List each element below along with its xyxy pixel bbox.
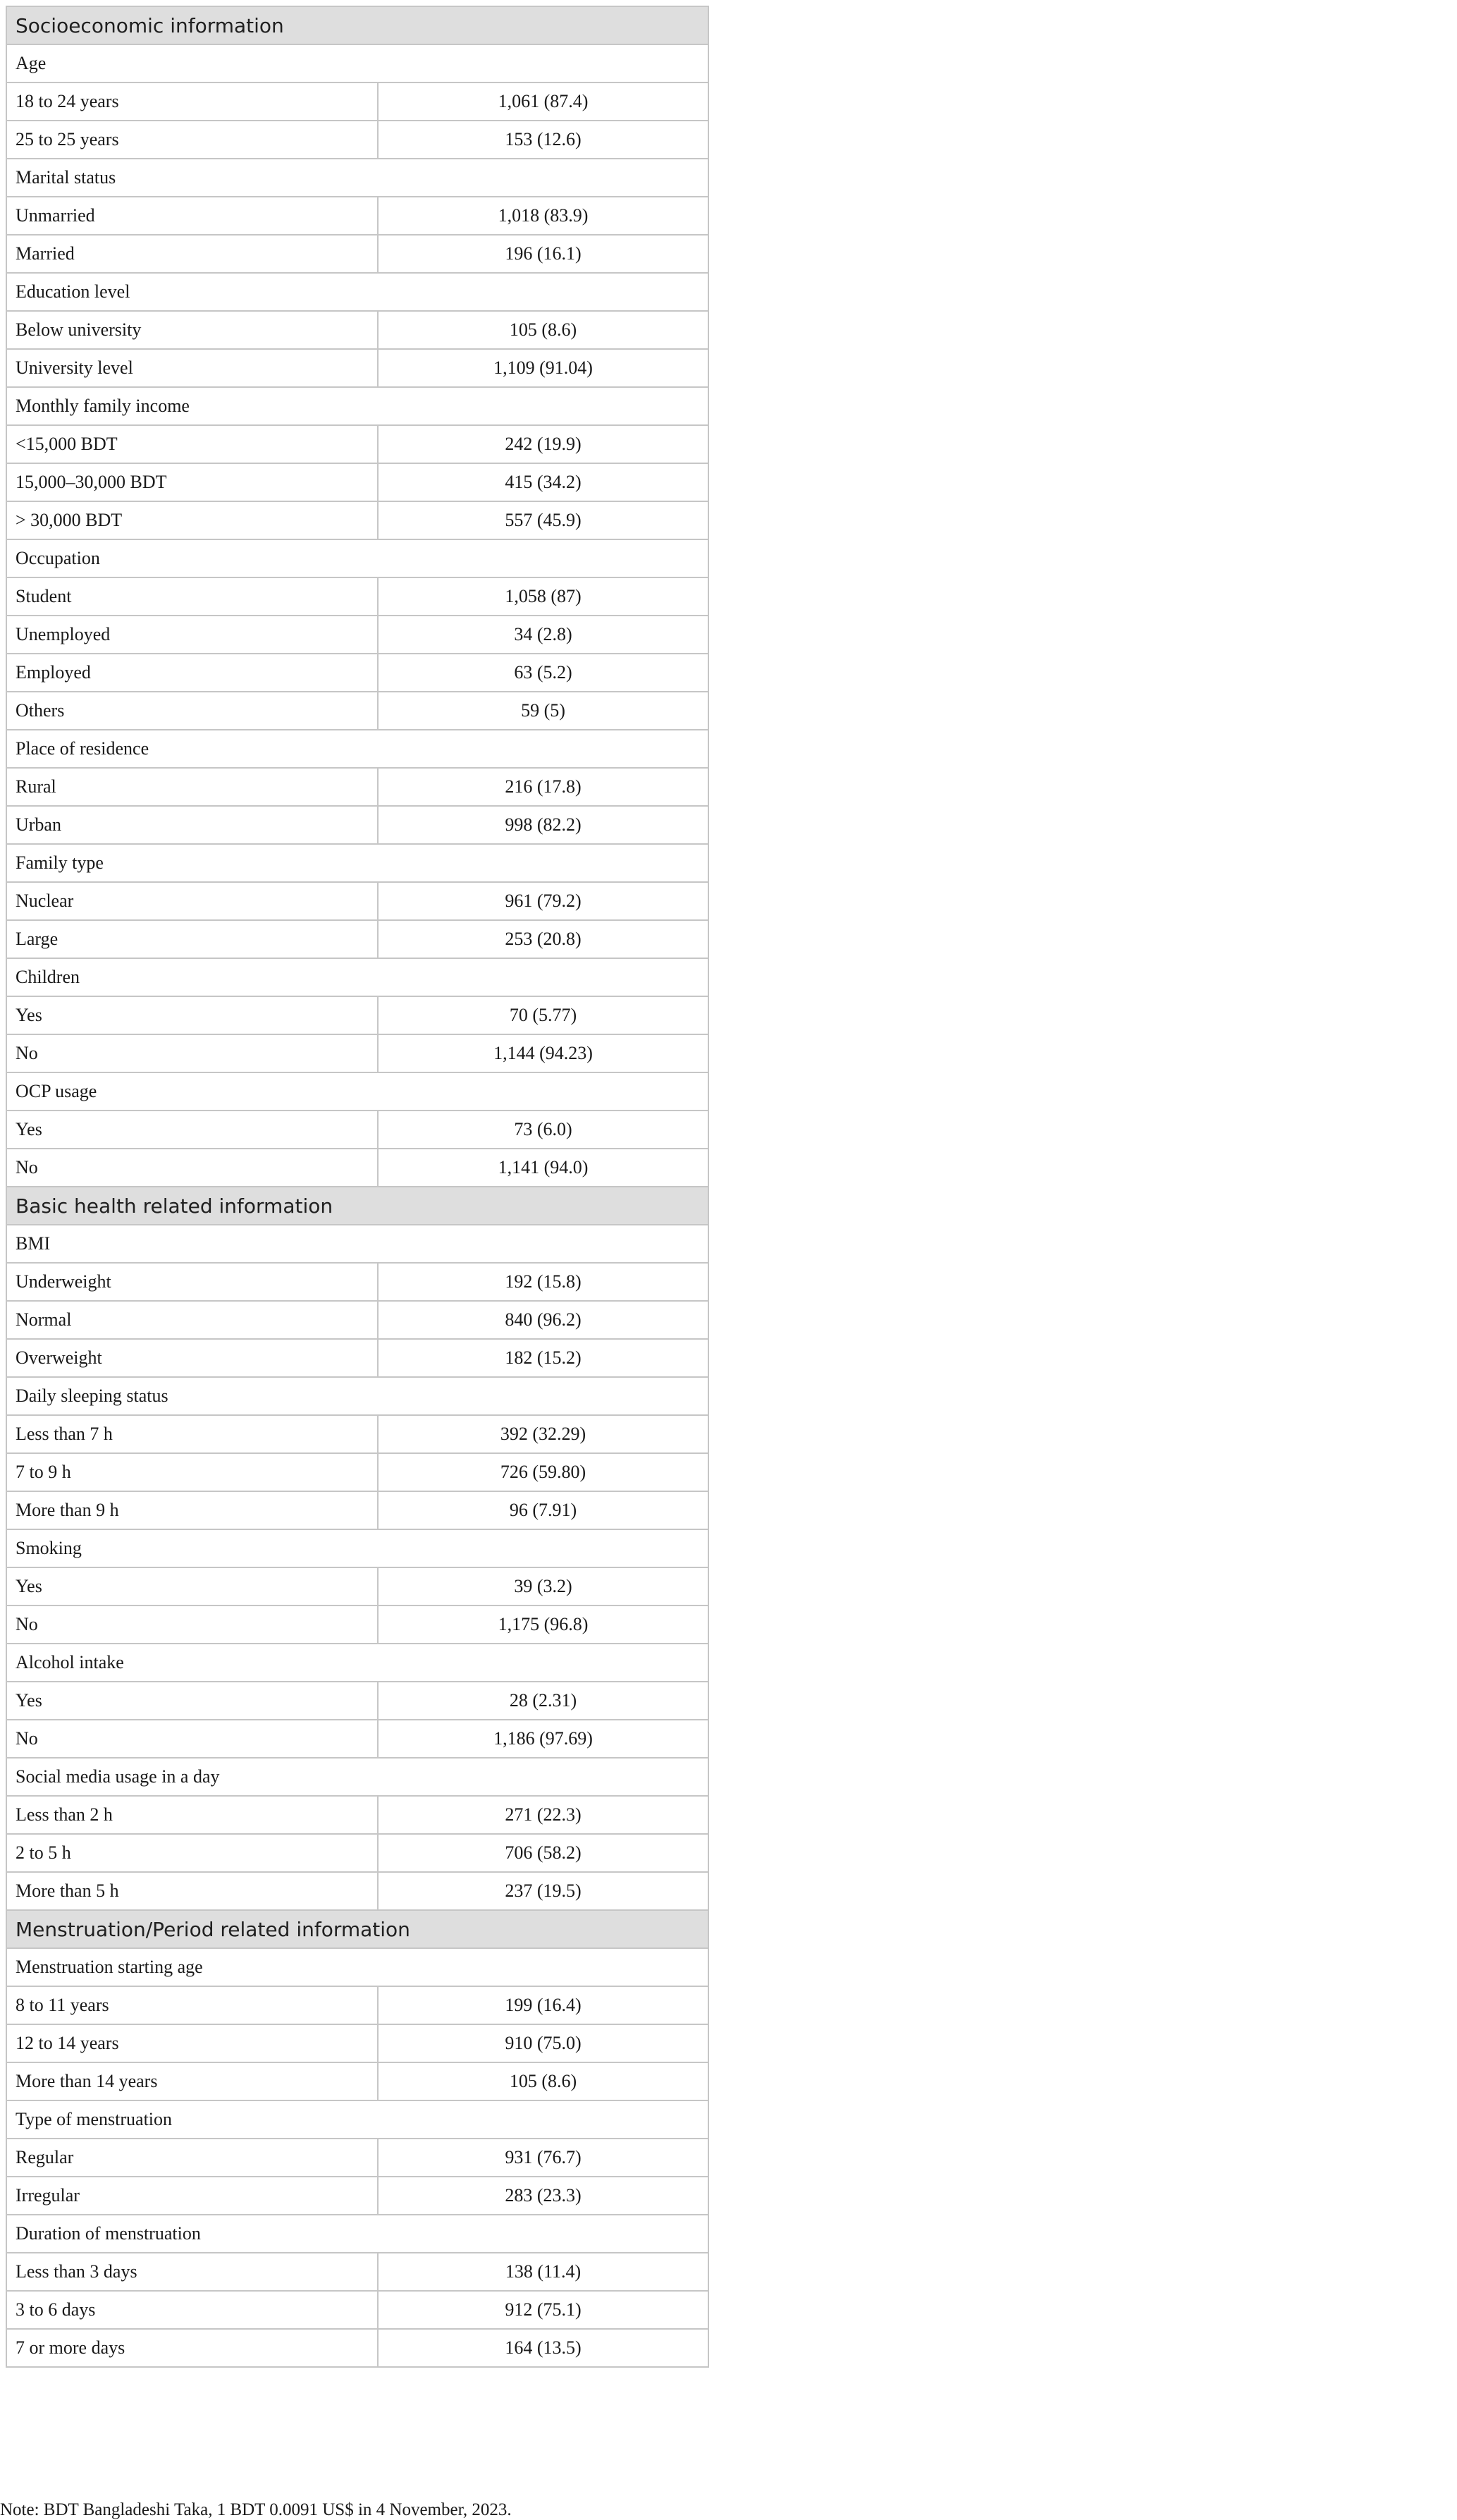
category-cell: Less than 2 h [6, 1796, 378, 1834]
group-label-row [6, 730, 708, 768]
table-row [6, 2177, 708, 2215]
value-cell: 557 (45.9) [378, 501, 708, 539]
table-row [6, 2291, 708, 2329]
group-label: Duration of menstruation [6, 2215, 708, 2253]
value-cell: 237 (19.5) [378, 1872, 708, 1910]
value-cell: 253 (20.8) [378, 920, 708, 958]
category-cell: More than 14 years [6, 2062, 378, 2100]
category-cell: No [6, 1605, 378, 1644]
table-row [6, 768, 708, 806]
section-title: Menstruation/Period related information [6, 1910, 708, 1948]
category-cell: Yes [6, 1111, 378, 1149]
group-label-row [6, 2215, 708, 2253]
category-cell: Less than 3 days [6, 2253, 378, 2291]
value-cell: 196 (16.1) [378, 235, 708, 273]
group-label: Daily sleeping status [6, 1377, 708, 1415]
category-cell: Student [6, 577, 378, 616]
value-cell: 1,018 (83.9) [378, 197, 708, 235]
table-row [6, 920, 708, 958]
group-label: Marital status [6, 159, 708, 197]
group-label-row [6, 44, 708, 82]
group-label-row [6, 1072, 708, 1111]
group-label: Social media usage in a day [6, 1758, 708, 1796]
table-row [6, 1339, 708, 1377]
table-row [6, 1149, 708, 1187]
category-cell: Large [6, 920, 378, 958]
table-row [6, 1263, 708, 1301]
table-row [6, 197, 708, 235]
table-row [6, 1872, 708, 1910]
category-cell: 15,000–30,000 BDT [6, 463, 378, 501]
category-cell: No [6, 1149, 378, 1187]
value-cell: 105 (8.6) [378, 311, 708, 349]
value-cell: 931 (76.7) [378, 2139, 708, 2177]
value-cell: 199 (16.4) [378, 1986, 708, 2024]
value-cell: 164 (13.5) [378, 2329, 708, 2367]
group-label: Smoking [6, 1529, 708, 1567]
category-cell: No [6, 1720, 378, 1758]
category-cell: 7 or more days [6, 2329, 378, 2367]
category-cell: 12 to 14 years [6, 2024, 378, 2062]
category-cell: Rural [6, 768, 378, 806]
value-cell: 182 (15.2) [378, 1339, 708, 1377]
category-cell: Yes [6, 996, 378, 1034]
table-row [6, 692, 708, 730]
value-cell: 998 (82.2) [378, 806, 708, 844]
category-cell: 25 to 25 years [6, 121, 378, 159]
table-row [6, 1415, 708, 1453]
table-row [6, 311, 708, 349]
group-label: Place of residence [6, 730, 708, 768]
value-cell: 1,109 (91.04) [378, 349, 708, 387]
group-label-row [6, 273, 708, 311]
group-label: Monthly family income [6, 387, 708, 425]
table-row [6, 501, 708, 539]
category-cell: > 30,000 BDT [6, 501, 378, 539]
group-label-row [6, 958, 708, 996]
group-label: OCP usage [6, 1072, 708, 1111]
group-label-row [6, 844, 708, 882]
table-row [6, 577, 708, 616]
value-cell: 192 (15.8) [378, 1263, 708, 1301]
group-label: BMI [6, 1225, 708, 1263]
category-cell: Yes [6, 1567, 378, 1605]
section-header-row [6, 6, 708, 44]
table-row [6, 1301, 708, 1339]
table-row [6, 1720, 708, 1758]
category-cell: Less than 7 h [6, 1415, 378, 1453]
value-cell: 961 (79.2) [378, 882, 708, 920]
table-row [6, 2062, 708, 2100]
table-row [6, 2024, 708, 2062]
value-cell: 1,061 (87.4) [378, 82, 708, 121]
group-label-row [6, 1644, 708, 1682]
table-row [6, 1491, 708, 1529]
table-row [6, 1567, 708, 1605]
value-cell: 392 (32.29) [378, 1415, 708, 1453]
value-cell: 138 (11.4) [378, 2253, 708, 2291]
category-cell: 8 to 11 years [6, 1986, 378, 2024]
section-title: Basic health related information [6, 1187, 708, 1225]
category-cell: <15,000 BDT [6, 425, 378, 463]
category-cell: Nuclear [6, 882, 378, 920]
category-cell: Overweight [6, 1339, 378, 1377]
value-cell: 63 (5.2) [378, 654, 708, 692]
table-row [6, 2329, 708, 2367]
category-cell: Employed [6, 654, 378, 692]
category-cell: Below university [6, 311, 378, 349]
group-label-row [6, 1377, 708, 1415]
value-cell: 1,186 (97.69) [378, 1720, 708, 1758]
category-cell: More than 9 h [6, 1491, 378, 1529]
table-row [6, 616, 708, 654]
category-cell: Others [6, 692, 378, 730]
group-label: Occupation [6, 539, 708, 577]
group-label-row [6, 1948, 708, 1986]
value-cell: 840 (96.2) [378, 1301, 708, 1339]
group-label: Alcohol intake [6, 1644, 708, 1682]
table-row [6, 82, 708, 121]
category-cell: More than 5 h [6, 1872, 378, 1910]
value-cell: 28 (2.31) [378, 1682, 708, 1720]
table-row [6, 654, 708, 692]
category-cell: University level [6, 349, 378, 387]
table-row [6, 1034, 708, 1072]
group-label: Menstruation starting age [6, 1948, 708, 1986]
table-row [6, 425, 708, 463]
group-label-row [6, 1758, 708, 1796]
category-cell: Urban [6, 806, 378, 844]
value-cell: 1,141 (94.0) [378, 1149, 708, 1187]
table-row [6, 2253, 708, 2291]
table-row [6, 2139, 708, 2177]
group-label-row [6, 539, 708, 577]
group-label: Children [6, 958, 708, 996]
section-header-row [6, 1910, 708, 1948]
value-cell: 105 (8.6) [378, 2062, 708, 2100]
group-label: Family type [6, 844, 708, 882]
category-cell: Underweight [6, 1263, 378, 1301]
table-row [6, 1453, 708, 1491]
table-row [6, 349, 708, 387]
group-label-row [6, 1225, 708, 1263]
value-cell: 1,058 (87) [378, 577, 708, 616]
data-table [6, 6, 709, 2368]
value-cell: 34 (2.8) [378, 616, 708, 654]
value-cell: 415 (34.2) [378, 463, 708, 501]
value-cell: 1,144 (94.23) [378, 1034, 708, 1072]
value-cell: 96 (7.91) [378, 1491, 708, 1529]
group-label-row [6, 387, 708, 425]
value-cell: 912 (75.1) [378, 2291, 708, 2329]
table-row [6, 882, 708, 920]
value-cell: 726 (59.80) [378, 1453, 708, 1491]
table-row [6, 1682, 708, 1720]
group-label: Age [6, 44, 708, 82]
table-row [6, 1986, 708, 2024]
table-row [6, 1605, 708, 1644]
group-label-row [6, 159, 708, 197]
table-note: Note: BDT Bangladeshi Taka, 1 BDT 0.0091 US$ in 4 November, 2023. [0, 2500, 512, 2519]
category-cell: Normal [6, 1301, 378, 1339]
value-cell: 39 (3.2) [378, 1567, 708, 1605]
value-cell: 283 (23.3) [378, 2177, 708, 2215]
value-cell: 153 (12.6) [378, 121, 708, 159]
category-cell: Yes [6, 1682, 378, 1720]
table-body [6, 6, 708, 2367]
section-header-row [6, 1187, 708, 1225]
group-label-row [6, 1529, 708, 1567]
value-cell: 242 (19.9) [378, 425, 708, 463]
group-label: Type of menstruation [6, 2100, 708, 2139]
table-row [6, 121, 708, 159]
value-cell: 73 (6.0) [378, 1111, 708, 1149]
table-row [6, 463, 708, 501]
category-cell: 18 to 24 years [6, 82, 378, 121]
group-label: Education level [6, 273, 708, 311]
category-cell: Irregular [6, 2177, 378, 2215]
category-cell: Married [6, 235, 378, 273]
table-row [6, 1796, 708, 1834]
value-cell: 271 (22.3) [378, 1796, 708, 1834]
table-row [6, 1111, 708, 1149]
value-cell: 1,175 (96.8) [378, 1605, 708, 1644]
value-cell: 70 (5.77) [378, 996, 708, 1034]
table-row [6, 806, 708, 844]
group-label-row [6, 2100, 708, 2139]
category-cell: Regular [6, 2139, 378, 2177]
section-title: Socioeconomic information [6, 6, 708, 44]
value-cell: 706 (58.2) [378, 1834, 708, 1872]
category-cell: Unmarried [6, 197, 378, 235]
table-row [6, 996, 708, 1034]
category-cell: Unemployed [6, 616, 378, 654]
category-cell: 3 to 6 days [6, 2291, 378, 2329]
table-row [6, 235, 708, 273]
value-cell: 910 (75.0) [378, 2024, 708, 2062]
category-cell: No [6, 1034, 378, 1072]
category-cell: 7 to 9 h [6, 1453, 378, 1491]
category-cell: 2 to 5 h [6, 1834, 378, 1872]
value-cell: 216 (17.8) [378, 768, 708, 806]
table-row [6, 1834, 708, 1872]
value-cell: 59 (5) [378, 692, 708, 730]
